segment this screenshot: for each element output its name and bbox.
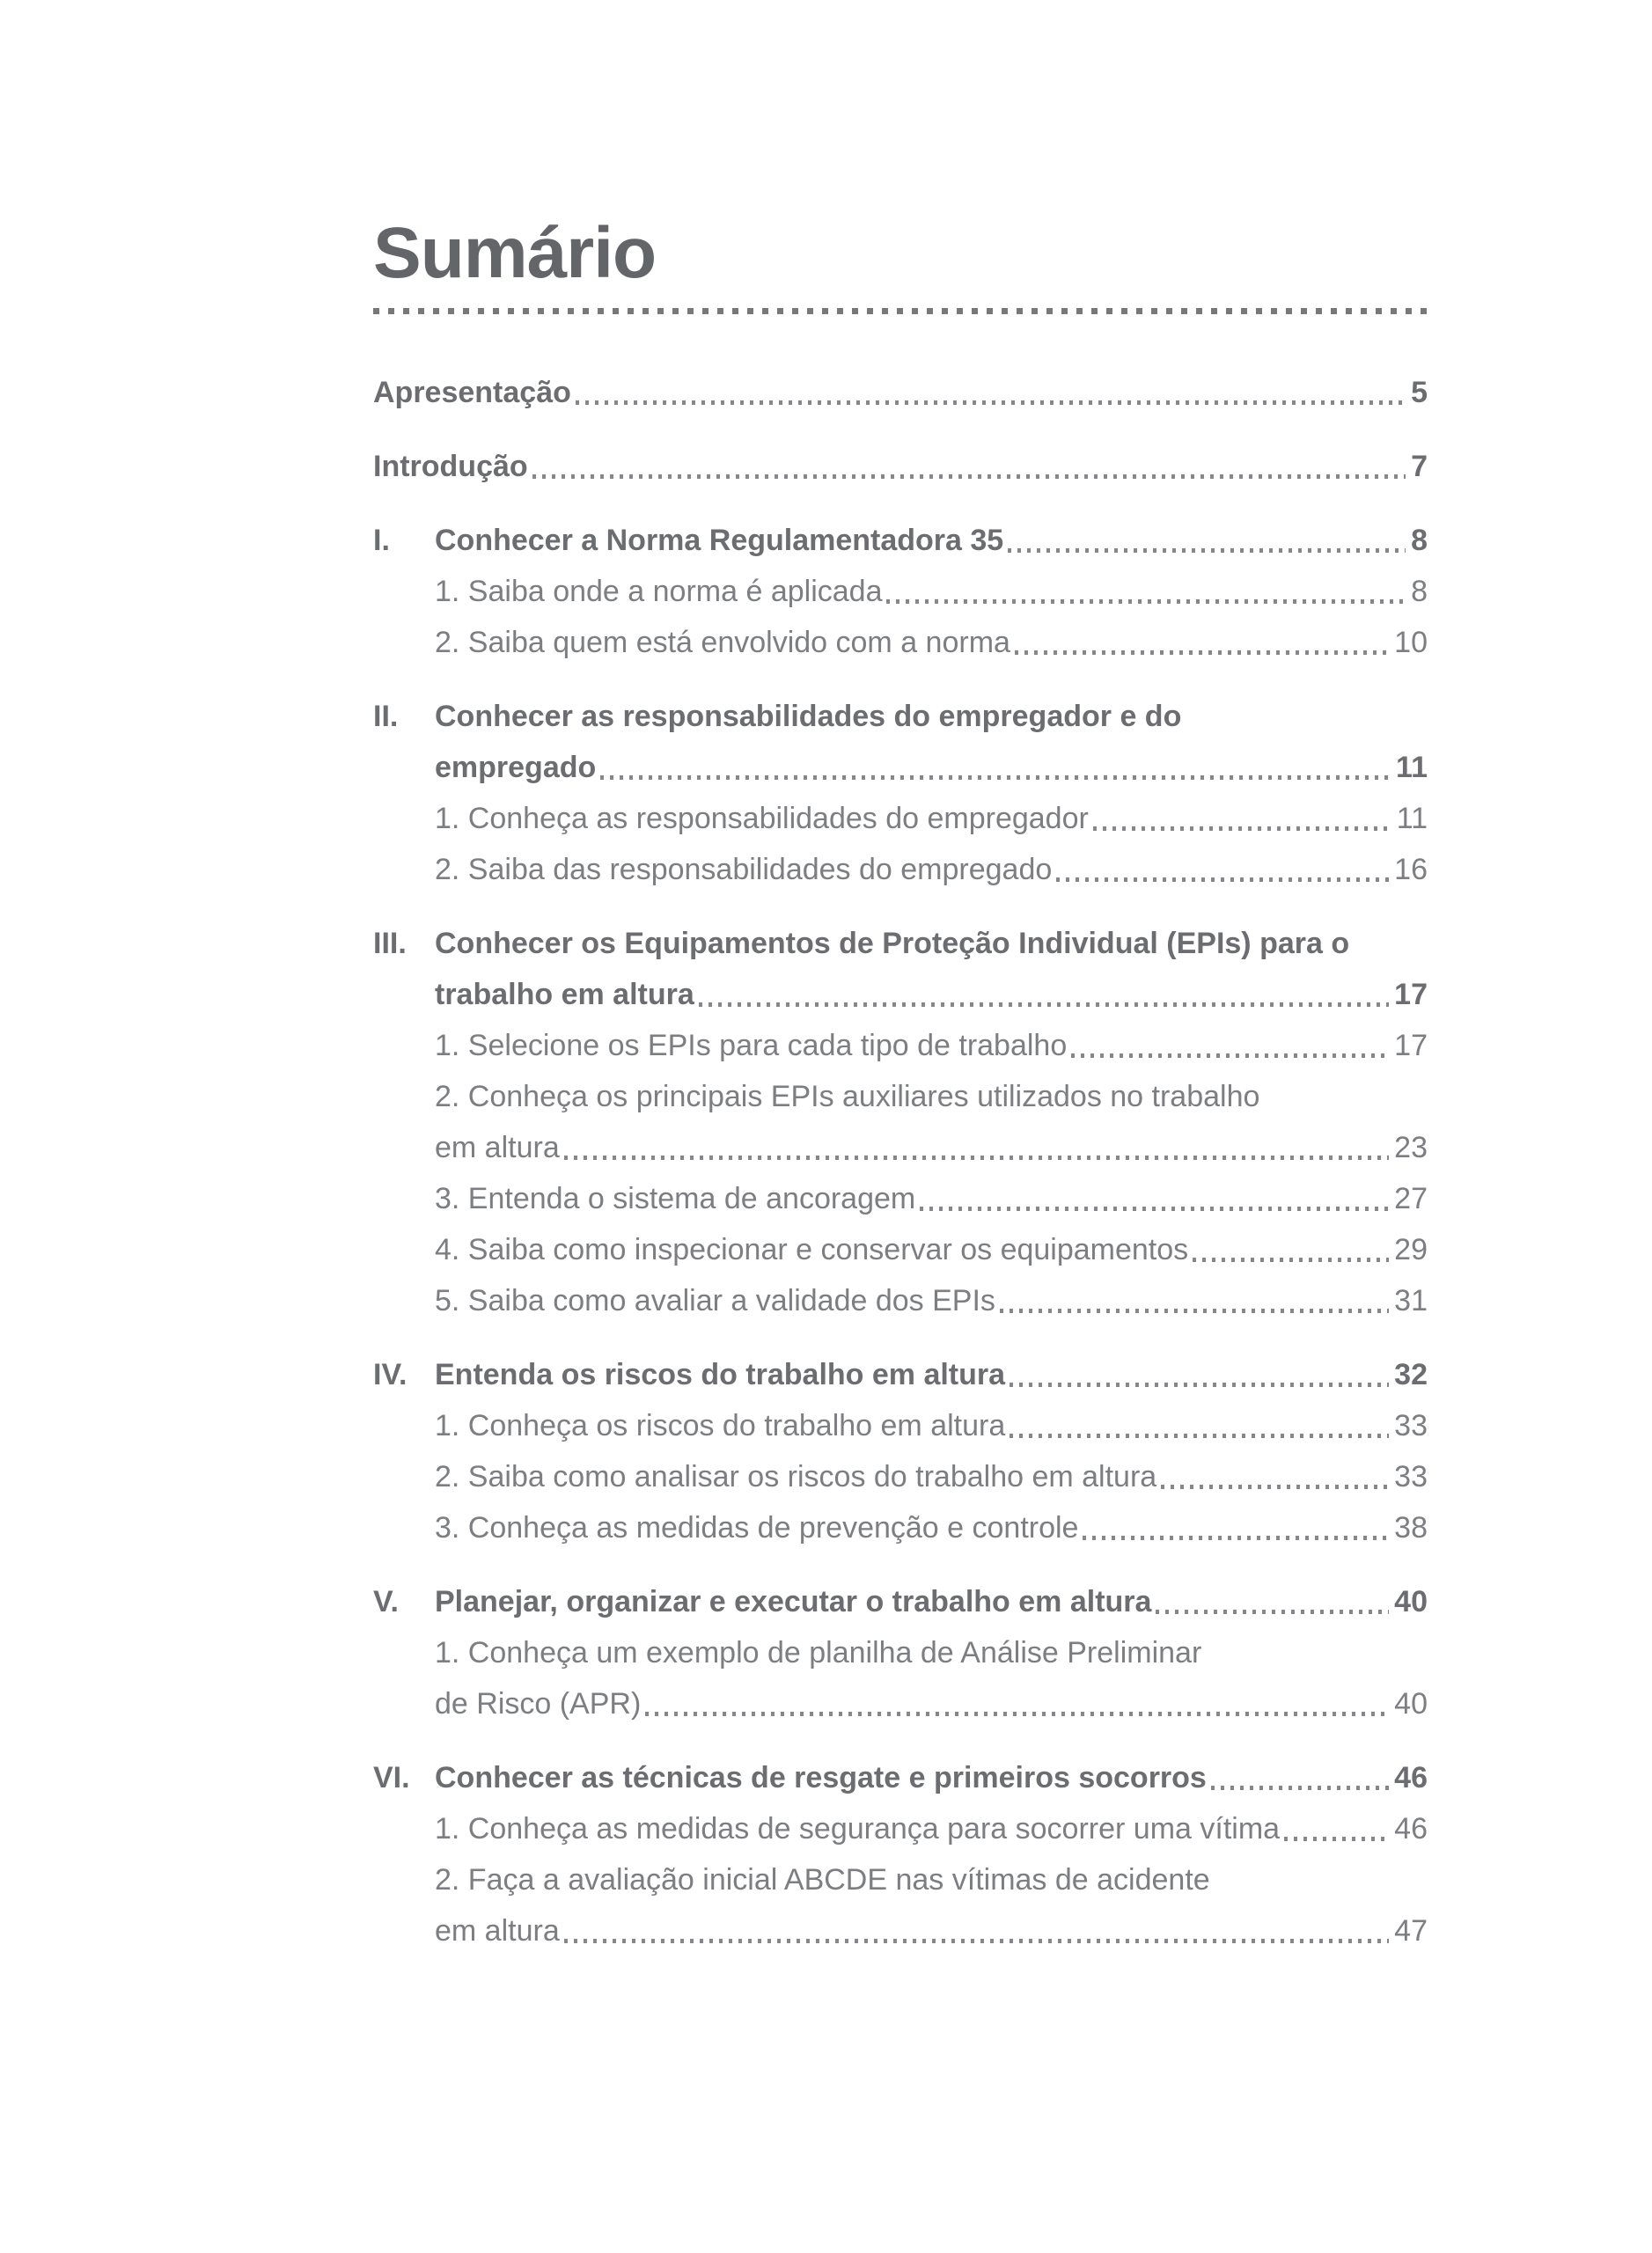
dot-leader <box>532 474 1406 479</box>
toc-label: Introdução <box>373 450 528 483</box>
dot-leader <box>1000 1309 1389 1313</box>
toc-page-number: 31 <box>1394 1284 1428 1317</box>
toc-page-number: 11 <box>1396 802 1428 835</box>
toc-roman-numeral: I. <box>373 524 390 557</box>
toc-row <box>373 1678 1428 1729</box>
toc-label: Conhecer as responsabilidades do empregador e do <box>435 700 1182 733</box>
toc-page-number: 29 <box>1394 1233 1428 1266</box>
dot-leader <box>1015 650 1389 655</box>
toc <box>373 213 1428 1956</box>
toc-page-number: 40 <box>1394 1585 1428 1618</box>
toc-label: 2. Conheça os principais EPIs auxiliares utilizados no trabalho <box>435 1080 1260 1113</box>
dot-leader <box>1284 1837 1389 1841</box>
toc-label: 2. Faça a avaliação inicial ABCDE nas vítimas de acidente <box>435 1863 1210 1897</box>
dot-leader <box>1010 1434 1389 1438</box>
toc-label: Apresentação <box>373 376 571 409</box>
dot-leader <box>1071 1053 1389 1058</box>
toc-row <box>373 1400 1428 1451</box>
toc-row <box>373 1071 1428 1122</box>
toc-page-number: 47 <box>1394 1914 1428 1948</box>
toc-label: Conhecer a Norma Regulamentadora 35 <box>435 524 1004 557</box>
toc-label: 2. Saiba das responsabilidades do empregado <box>435 853 1053 886</box>
toc-row <box>373 1122 1428 1173</box>
toc-row <box>373 1576 1428 1627</box>
toc-row <box>373 566 1428 617</box>
toc-label: 2. Saiba quem está envolvido com a norma <box>435 626 1010 659</box>
toc-roman-numeral: III. <box>373 927 407 960</box>
toc-row <box>373 1627 1428 1678</box>
toc-label: 2. Saiba como analisar os riscos do trabalho em altura <box>435 1460 1157 1493</box>
toc-label: 5. Saiba como avaliar a validade dos EPIs <box>435 1284 995 1317</box>
toc-page-number: 40 <box>1394 1687 1428 1721</box>
toc-page-number: 33 <box>1394 1460 1428 1493</box>
toc-row <box>373 1905 1428 1956</box>
toc-row <box>373 1451 1428 1502</box>
toc-row <box>373 1349 1428 1400</box>
dot-leader <box>600 775 1391 780</box>
title-dotted-rule <box>373 308 1428 314</box>
toc-page-number: 46 <box>1394 1761 1428 1794</box>
toc-page-number: 8 <box>1411 524 1428 557</box>
toc-page-number: 46 <box>1394 1812 1428 1846</box>
toc-label: de Risco (APR) <box>435 1687 642 1721</box>
toc-label: 3. Entenda o sistema de ancoragem <box>435 1182 916 1215</box>
dot-leader <box>1211 1786 1389 1790</box>
dot-leader <box>1056 877 1389 882</box>
dot-leader <box>886 599 1406 604</box>
dot-leader <box>1156 1610 1389 1614</box>
dot-leader <box>645 1712 1389 1716</box>
toc-roman-numeral: II. <box>373 700 399 733</box>
toc-row <box>373 1224 1428 1275</box>
dot-leader <box>920 1207 1389 1211</box>
toc-row <box>373 1502 1428 1553</box>
toc-row <box>373 1752 1428 1803</box>
toc-row <box>373 742 1428 793</box>
toc-label: 1. Conheça as medidas de segurança para socorrer uma vítima <box>435 1812 1281 1846</box>
toc-label: 1. Saiba onde a norma é aplicada <box>435 575 883 608</box>
toc-label: Entenda os riscos do trabalho em altura <box>435 1358 1006 1391</box>
toc-page-number: 10 <box>1394 626 1428 659</box>
toc-page-number: 5 <box>1411 376 1428 409</box>
toc-row <box>373 793 1428 844</box>
toc-page-number: 17 <box>1394 978 1428 1011</box>
toc-label: Conhecer as técnicas de resgate e primeiros socorros <box>435 1761 1207 1794</box>
toc-row <box>373 1020 1428 1071</box>
dot-leader <box>1008 548 1406 553</box>
toc-label: 1. Conheça um exemplo de planilha de Análise Preliminar <box>435 1636 1202 1670</box>
toc-row <box>373 515 1428 566</box>
toc-page-number: 27 <box>1394 1182 1428 1215</box>
toc-label: 1. Conheça os riscos do trabalho em altura <box>435 1409 1006 1442</box>
toc-row <box>373 617 1428 668</box>
toc-page-number: 16 <box>1394 853 1428 886</box>
toc-label: em altura <box>435 1131 560 1164</box>
toc-roman-numeral: VI. <box>373 1761 410 1794</box>
toc-label: Conhecer os Equipamentos de Proteção Individual (EPIs) para o <box>435 927 1350 960</box>
toc-page-number: 38 <box>1394 1511 1428 1545</box>
toc-row <box>373 969 1428 1020</box>
toc-row <box>373 1803 1428 1854</box>
toc-row <box>373 1275 1428 1326</box>
toc-row <box>373 1854 1428 1905</box>
toc-label: trabalho em altura <box>435 978 694 1011</box>
toc-label: 4. Saiba como inspecionar e conservar os equipamentos <box>435 1233 1189 1266</box>
toc-page-number: 33 <box>1394 1409 1428 1442</box>
dot-leader <box>1193 1258 1389 1262</box>
dot-leader <box>1083 1536 1389 1540</box>
toc-page-number: 11 <box>1396 751 1428 784</box>
toc-page-number: 23 <box>1394 1131 1428 1164</box>
dot-leader <box>564 1939 1389 1943</box>
toc-roman-numeral: V. <box>373 1585 400 1618</box>
dot-leader <box>1010 1383 1389 1387</box>
toc-page-number: 17 <box>1394 1029 1428 1062</box>
page-title: Sumário <box>373 213 657 293</box>
dot-leader <box>1093 826 1391 831</box>
toc-row <box>373 918 1428 969</box>
toc-page-number: 32 <box>1394 1358 1428 1391</box>
dot-leader <box>576 400 1406 405</box>
toc-page-number: 8 <box>1411 575 1428 608</box>
toc-label: em altura <box>435 1914 560 1948</box>
toc-label: 3. Conheça as medidas de prevenção e controle <box>435 1511 1079 1545</box>
dot-leader <box>564 1156 1389 1160</box>
toc-row <box>373 441 1428 492</box>
toc-label: 1. Selecione os EPIs para cada tipo de trabalho <box>435 1029 1068 1062</box>
dot-leader <box>1161 1485 1389 1489</box>
toc-roman-numeral: IV. <box>373 1358 407 1391</box>
toc-label: 1. Conheça as responsabilidades do empregador <box>435 802 1089 835</box>
toc-row <box>373 691 1428 742</box>
toc-label: Planejar, organizar e executar o trabalho em altura <box>435 1585 1152 1618</box>
toc-row <box>373 844 1428 895</box>
toc-row <box>373 367 1428 418</box>
toc-label: empregado <box>435 751 597 784</box>
toc-page-number: 7 <box>1411 450 1428 483</box>
dot-leader <box>699 1002 1389 1007</box>
toc-row <box>373 1173 1428 1224</box>
